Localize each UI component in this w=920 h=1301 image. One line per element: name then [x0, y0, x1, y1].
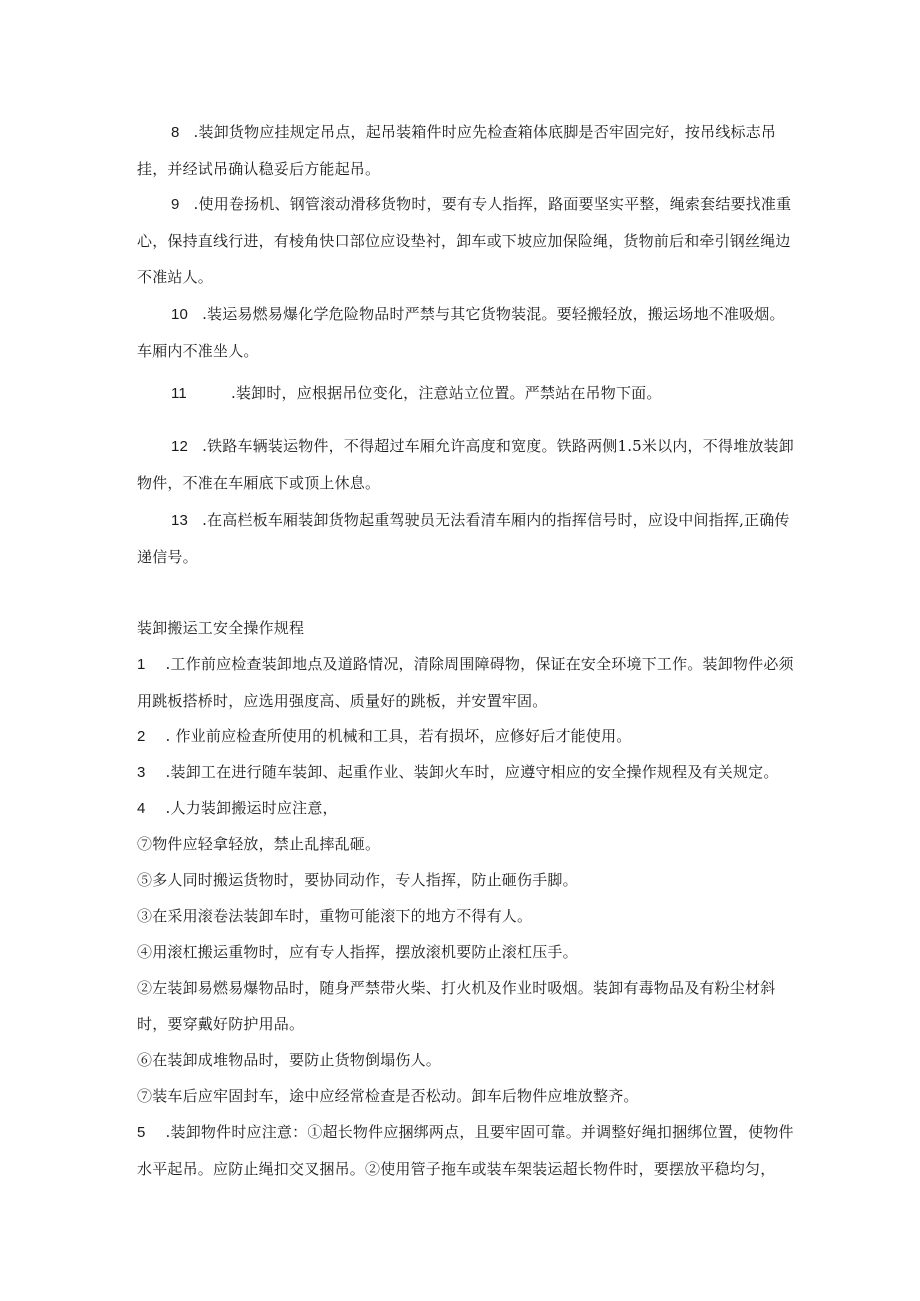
- rule-4: [137, 790, 797, 827]
- paragraph-13: [137, 502, 797, 575]
- rule-number: 2: [137, 728, 146, 745]
- paragraph-9: [137, 186, 797, 295]
- paragraph-number: 11: [171, 385, 187, 402]
- paragraph-text: .装运易燃易爆化学危险物品时严禁与其它货物装混。要轻搬轻放，搬运场地不准吸烟。车厢内不准坐人。: [137, 305, 785, 360]
- paragraph-text: .铁路车辆装运物件，不得超过车厢允许高度和宽度。铁路两侧1.5米以内，不得堆放装卸物件，不准在车厢底下或顶上休息。: [137, 437, 794, 492]
- rule-2: [137, 718, 797, 755]
- section-title: 装卸搬运工安全操作规程: [137, 619, 305, 637]
- sub-item: ②左装卸易燃易爆物品时，随身严禁带火柴、打火机及作业时吸烟。装卸有毒物品及有粉尘材斜时，要穿戴好防护用品。: [137, 979, 776, 1033]
- rule-number: 5: [137, 1124, 146, 1141]
- sub-item: ③在采用滚卷法装卸车时，重物可能滚下的地方不得有人。: [137, 907, 533, 925]
- paragraph-8: [137, 114, 797, 187]
- rule-number: 1: [137, 656, 146, 673]
- rule-number: 4: [137, 800, 146, 817]
- paragraph-text: .装卸货物应挂规定吊点，起吊装箱件时应先检查箱体底脚是否牢固完好，按吊线标志吊挂，并经试吊确认稳妥后方能起吊。: [137, 123, 777, 178]
- rule-1: [137, 646, 797, 719]
- paragraph-11: [137, 375, 797, 412]
- rule-number: 3: [137, 764, 146, 781]
- rule-3: [137, 754, 797, 791]
- paragraph-number: 9: [171, 196, 180, 213]
- paragraph-text: .在高栏板车厢装卸货物起重驾驶员无法看清车厢内的指挥信号时，应设中间指挥,正确传递信号。: [137, 511, 790, 566]
- paragraph-10: [137, 296, 797, 369]
- rule-text: .工作前应检查装卸地点及道路情况，清除周围障碍物，保证在安全环境下工作。装卸物件必须用跳板搭桥时，应选用强度高、质量好的跳板，并安置牢固。: [137, 655, 794, 710]
- paragraph-12: [137, 428, 797, 501]
- sub-item: ⑦装车后应牢固封车，途中应经常检查是否松动。卸车后物件应堆放整齐。: [137, 1087, 639, 1105]
- paragraph-text: .装卸时，应根据吊位变化，注意站立位置。严禁站在吊物下面。: [230, 384, 662, 402]
- paragraph-number: 13: [171, 512, 189, 529]
- paragraph-number: 12: [171, 438, 189, 455]
- paragraph-number: 10: [171, 306, 189, 323]
- sub-item: ⑥在装卸成堆物品时，要防止货物倒塌伤人。: [137, 1051, 442, 1069]
- paragraph-text: .使用卷扬机、钢管滚动滑移货物时，要有专人指挥，路面要坚实平整，绳索套结要找准重心，保持直线行进，有棱角快口部位应设垫衬，卸车或下坡应加保险绳，货物前后和牵引钢丝绳边不准站人。: [137, 195, 792, 286]
- rule-5: [137, 1114, 797, 1187]
- rule-text: .装卸物件时应注意：①超长物件应捆绑两点，且要牢固可靠。并调整好绳扣捆绑位置，使物件水平起吊。应防止绳扣交叉捆吊。②使用管子拖车或装车架装运超长物件时，要摆放平稳均匀，: [137, 1123, 794, 1178]
- rule-text: .人力装卸搬运时应注意，: [165, 799, 338, 817]
- rule-text: .装卸工在进行随车装卸、起重作业、装卸火车时，应遵守相应的安全操作规程及有关规定。: [165, 763, 779, 781]
- sub-item: ⑦物件应轻拿轻放，禁止乱摔乱砸。: [137, 835, 381, 853]
- paragraph-number: 8: [171, 124, 180, 141]
- sub-item: ⑤多人同时搬运货物时，要协同动作，专人指挥，防止砸伤手脚。: [137, 871, 578, 889]
- sub-item: ④用滚杠搬运重物时，应有专人指挥，摆放滚机要防止滚杠压手。: [137, 943, 578, 961]
- rule-text: . 作业前应检查所使用的机械和工具，若有损坏，应修好后才能使用。: [165, 727, 632, 745]
